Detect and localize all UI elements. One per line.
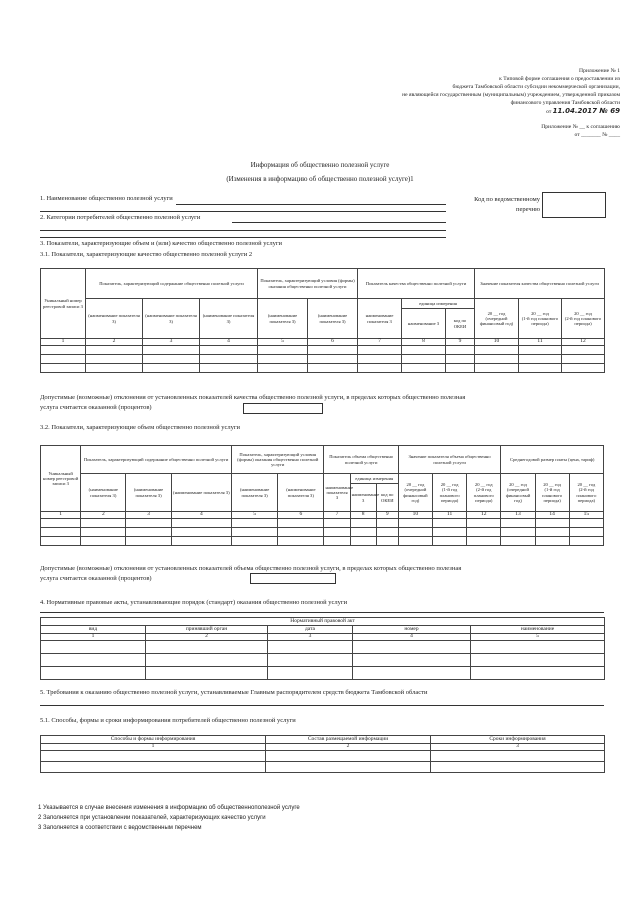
section-3-2-label: 3.2. Показатели, характеризующие объем общественно полезной услуги [40,424,240,431]
year-label: (очередной финансовый год) [505,487,531,503]
section-1-label: 1. Наименование общественно полезной услуги [40,195,173,202]
rule [40,211,446,212]
column-number: 11 [519,339,562,346]
column-number: 8 [402,339,446,346]
table-row [41,762,605,773]
deviation-line: Допустимые (возможные) отклонения от установленных показателей объема общественно полезной услуги, в пределах которых общественно полезная [40,565,462,572]
name-column: (наименование показателя 3) [143,299,200,339]
indicator-name: наименование показателя 3 [358,299,402,339]
column-number: 8 [350,512,376,519]
year-label: (очередной финансовый год) [479,315,514,327]
information-table [40,735,605,773]
header-line: финансового управления Тамбовской области [510,100,620,107]
table-row [41,355,605,364]
column-number: 13 [501,512,535,519]
column-number: 2 [146,634,268,641]
column-number: 11 [433,512,467,519]
header-date [300,107,620,116]
name-column: (наименование показателя 3) [126,474,171,512]
date-prefix: от [546,109,552,116]
price-year-2 [535,474,569,512]
column-number: 9 [376,512,398,519]
legal-acts-table [40,617,605,680]
year-line: 20 __ год [440,482,459,488]
column-header: Способы и формы информирования [41,736,266,744]
value-header: Значение показателя объема общественно полезной услуги [398,446,501,474]
name-column: (наименование показателя 3) [278,474,324,512]
year-label: (2-й год планового периода) [473,487,494,503]
deviation-line: услуга считается оказанной (процентов) [40,575,152,582]
column-number: 9 [446,339,475,346]
unit-header: единица измерения [350,474,398,484]
deviation-line: Допустимые (возможные) отклонения от установленных показателей качества общественно полезной услуги, в пределах которых общественно полезная [40,394,466,401]
column-number: 4 [353,634,471,641]
table-row [41,364,605,373]
year-label: (1-й год планового периода) [439,487,460,503]
code-label-line: перечню [516,206,540,213]
code-label-line: Код по ведомственному [474,196,540,203]
column-number: 6 [278,512,324,519]
year-label: (2-й год планового периода) [564,315,602,327]
handwritten-date: 11.04.2017 № 69 [552,107,620,116]
conditions-header: Показатель, характеризующий условия (формы) оказания общественно полезной услуги [258,269,358,299]
column-header: принявший орган [146,626,268,634]
content-header: Показатель, характеризующий содержание общественно полезной услуги [86,269,258,299]
name-column: (наименование показателя 3) [171,474,231,512]
year-line: 20 __ год [543,482,562,488]
column-number: 1 [41,512,81,519]
quality-header: Показатель качества общественно полезной услуги [358,269,475,299]
footnote: 2 Заполняется при установлении показателей, характеризующих качество услуги [38,815,266,821]
footnote: 1 Указывается в случае внесения изменения в информацию об общественнополезной услуге [38,805,300,811]
year-1 [475,299,519,339]
column-number: 12 [467,512,501,519]
year-2 [519,299,562,339]
column-number: 4 [171,512,231,519]
conditions-header: Показатель, характеризующий условия (формы) оказания общественно полезной услуги [231,446,323,474]
column-number: 1 [41,744,266,751]
column-number: 15 [569,512,603,519]
table-row [41,537,604,546]
name-column: (наименование показателя 3) [258,299,308,339]
year-label: (очередной финансовый год) [403,487,428,503]
year-line: 20 __ год [577,482,596,488]
okei-code: код по ОКЕИ [376,484,398,512]
annex-date-line: от _______ № ____ [574,131,620,138]
name-column: (наименование показателя 3) [308,299,358,339]
year-line: 20 __ год [531,310,549,316]
year-3 [562,299,605,339]
column-header: Сроки информирования [431,736,605,744]
footnote: 3 Заполняется в соответствии с ведомственным перечнем [38,825,202,831]
column-number: 5 [471,634,605,641]
quality-indicators-table [40,268,605,373]
section-4-label: 4. Нормативные правовые акты, устанавливающие порядок (стандарт) оказания общественно полезной услуги [40,599,348,606]
section-3-label: 3. Показатели, характеризующие объем и (или) качество общественно полезной услуги [40,240,282,247]
unit-name: наименование 3 [402,309,446,339]
column-header: вид [41,626,146,634]
okei-code: код по ОКЕИ [446,309,475,339]
code-box[interactable] [542,192,606,218]
header-line: Приложение № 1 [579,68,620,74]
year-line: 20 __ год [487,310,506,316]
content-header: Показатель, характеризующий содержание общественно полезной услуги [81,446,232,474]
column-number: 2 [86,339,143,346]
annex-line: Приложение № __ к соглашению [541,123,620,130]
column-number: 10 [398,512,432,519]
section-2-underline [232,222,446,223]
column-number: 2 [81,512,126,519]
unique-number-header: Уникальный номер реестровой записи 3 [41,446,81,512]
table-row [41,528,604,537]
header-line: не являющейся государственным (муниципальным) учреждением, утвержденной приказом [402,92,620,99]
year-line: 20 __ год [509,482,527,488]
section-3-1-label: 3.1. Показатели, характеризующие качество общественно полезной услуги 2 [40,251,253,258]
legal-act-header: Нормативный правовой акт [41,618,605,626]
column-number: 5 [231,512,277,519]
column-number: 1 [41,634,146,641]
deviation-input[interactable] [250,573,336,584]
column-header: наименование [471,626,605,634]
column-number: 7 [324,512,350,519]
column-number: 3 [126,512,171,519]
section-1-underline [176,204,446,205]
year-line: 20 __ год [474,482,493,488]
deviation-input[interactable] [243,403,323,414]
name-column: (наименование показателя 3) [231,474,277,512]
price-header: Среднегодовой размер платы (цена, тариф) [501,446,604,474]
header-line: к Типовой форме соглашения о предоставлении из [499,76,620,83]
table-row [41,654,605,667]
name-column: (наименование показателя 3) [200,299,258,339]
year-label: (1-й год планового периода) [542,487,563,503]
year-label: (2-й год планового периода) [576,487,597,503]
table-row [41,667,605,680]
column-number: 6 [308,339,358,346]
price-year-3 [569,474,603,512]
rule [40,705,604,706]
name-column: (наименование показателя 3) [86,299,143,339]
year-label: (1-й год планового периода) [521,315,559,327]
year-2 [433,474,467,512]
table-row [41,346,605,355]
table-row [41,641,605,654]
code-label [462,195,540,215]
header-line: бюджета Тамбовской области субсидии некоммерческой организации, [452,84,620,91]
column-number: 2 [266,744,431,751]
section-2-label: 2. Категории потребителей общественно полезной услуги [40,214,201,221]
indicator-name: наименование показателя 3 [324,474,350,512]
column-header: дата [268,626,353,634]
page-title: Информация об общественно полезной услуге [250,161,390,169]
column-number: 12 [562,339,605,346]
section-5-label: 5. Требования к оказанию общественно полезной услуги, устанавливаемые Главным распорядителем средств бюджета Тамбовской области [40,689,428,696]
column-number: 10 [475,339,519,346]
column-number: 3 [268,634,353,641]
unit-name: наименование 3 [350,484,376,512]
year-line: 20 __ год [574,310,592,316]
year-line: 20 __ год [406,482,425,488]
column-number: 4 [200,339,258,346]
rule [40,230,446,231]
column-number: 5 [258,339,308,346]
rule [40,237,446,238]
name-column: (наименование показателя 3) [81,474,126,512]
rule [40,612,604,613]
value-header: Значение показателя качества общественно полезной услуги [475,269,605,299]
unique-number-header: Уникальный номер реестровой записи 3 [41,269,86,339]
unit-header: единица измерения [402,299,475,309]
volume-indicators-table [40,445,604,546]
deviation-line: услуга считается оказанной (процентов) [40,404,152,411]
column-number: 3 [431,744,605,751]
section-5-1-label: 5.1. Способы, формы и сроки информирования потребителей общественно полезной услуги [40,717,296,724]
year-1 [398,474,432,512]
column-number: 14 [535,512,569,519]
column-number: 7 [358,339,402,346]
page-subtitle: (Изменения в информацию об общественно полезной услуге)1 [226,175,414,183]
price-year-1 [501,474,535,512]
table-row [41,751,605,762]
table-row [41,519,604,528]
year-3 [467,474,501,512]
volume-header: Показатель объема общественно полезной услуги [324,446,398,474]
annex-header [300,67,620,139]
column-header: Состав размещаемой информации [266,736,431,744]
column-number: 3 [143,339,200,346]
column-header: номер [353,626,471,634]
column-number: 1 [41,339,86,346]
